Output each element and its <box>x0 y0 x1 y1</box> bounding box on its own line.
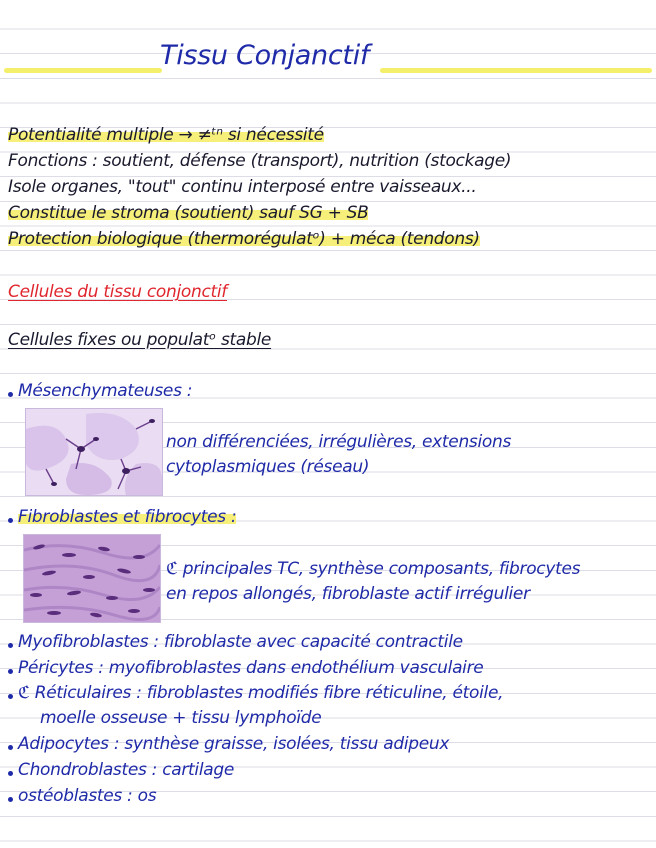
bullet-osteoblastes: ostéoblastes : os <box>18 786 157 806</box>
bullet-chondroblastes: Chondroblastes : cartilage <box>18 760 235 780</box>
intro-line-4 <box>8 203 368 223</box>
intro-text: Constitue le stroma (soutient) sauf SG + SB <box>8 203 369 223</box>
page-title: Tissu Conjanctif <box>160 40 370 71</box>
title-underline-right <box>380 68 652 73</box>
intro-line-5 <box>8 229 480 249</box>
fibroblast-micrograph <box>23 534 161 623</box>
mesenchymateuses-desc-2: cytoplasmiques (réseau) <box>166 457 370 477</box>
bullet-dot <box>8 694 13 699</box>
bullet-dot <box>8 797 13 802</box>
bullet-myofibroblastes: Myofibroblastes : fibroblaste avec capacité contractile <box>18 632 463 652</box>
bullet-dot <box>8 771 13 776</box>
bullet-dot <box>8 518 13 523</box>
bullet-dot <box>8 392 13 397</box>
subsection-heading: Cellules fixes ou populatᵒ stable <box>8 330 272 350</box>
intro-text: Potentialité multiple → ≠ᵗⁿ si nécessité <box>8 125 324 145</box>
bullet-adipocytes: Adipocytes : synthèse graisse, isolées, tissu adipeux <box>18 734 450 754</box>
fibroblastes-desc-2: en repos allongés, fibroblaste actif irrégulier <box>166 584 530 604</box>
fibroblastes-desc-1: ℭ principales TC, synthèse composants, fibrocytes <box>166 559 581 579</box>
bullet-reticulaires: ℭ Réticulaires : fibroblastes modifiés fibre réticuline, étoile, <box>18 683 504 703</box>
intro-line-3: Isole organes, "tout" continu interposé entre vaisseaux... <box>8 177 477 197</box>
bullet-dot <box>8 745 13 750</box>
bullet-dot <box>8 669 13 674</box>
bullet-pericytes: Péricytes : myofibroblastes dans endothélium vasculaire <box>18 658 484 678</box>
mesenchymateuses-desc-1: non différenciées, irrégulières, extensions <box>166 432 512 452</box>
bullet-reticulaires-continuation: moelle osseuse + tissu lymphoïde <box>40 708 322 728</box>
intro-line-1 <box>8 125 324 145</box>
fibroblastes-label-text: Fibroblastes et fibrocytes : <box>18 507 237 527</box>
fibroblastes-label <box>18 507 236 527</box>
intro-line-2: Fonctions : soutient, défense (transport), nutrition (stockage) <box>8 151 512 171</box>
title-underline-left <box>4 68 162 73</box>
intro-text: Protection biologique (thermorégulatᵒ) + méca (tendons) <box>8 229 480 249</box>
mesenchymateuses-label: Mésenchymateuses : <box>18 381 193 401</box>
mesenchymal-cell-micrograph <box>25 408 163 496</box>
section-heading: Cellules du tissu conjonctif <box>8 282 227 302</box>
bullet-dot <box>8 643 13 648</box>
